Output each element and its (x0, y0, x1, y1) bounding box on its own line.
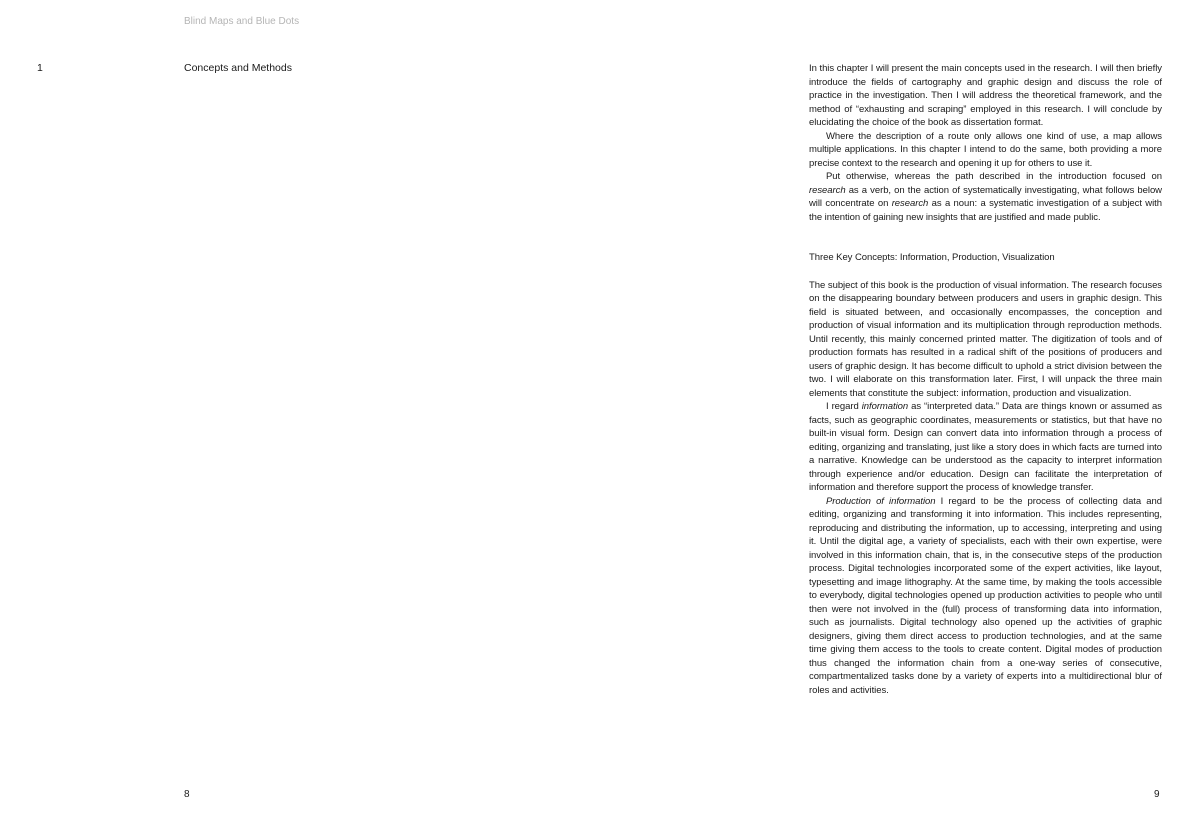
text-run: Put otherwise, whereas the path described in the introduction focused on (826, 171, 1162, 182)
italic-term: research (891, 198, 929, 209)
body-text-column (809, 62, 1162, 697)
text-run: as a verb, on the action of systematically investigating, what follows below will concentrate on (809, 184, 1162, 209)
chapter-title: Concepts and Methods (184, 62, 292, 74)
section-heading: Three Key Concepts: Information, Production, Visualization (809, 252, 1055, 263)
intro-paragraph-3 (809, 170, 1162, 224)
page-number-right: 9 (1154, 789, 1160, 800)
text-run: I regard to be the process of collecting data and editing, organizing and transforming it into information. This includes representing, reproducing and distributing the information, up to accessing, interpreting and using it. Until the digital age, a variety of specialists, each with their own expertise, were involved in this information chain, that is, in the consecutive steps of the production process. Digital technologies incorporated some of the expert activities, like layout, typesetting and image lithography. At the same time, by making the tools accessible to everybody, digital technologies opened up production activities to people who until then were not involved in the (full) process of transforming data into information, such as journalists. Digital technology also opened up the activities of graphic designers, giving them direct access to production technologies, and at the same time giving them access to the tools to create content. Digital modes of production thus changed the information chain from a one-way series of consecutive, compartmentalized tasks done by a variety of experts into a multidirectional blur of roles and activities. (809, 495, 1162, 696)
section-paragraph-2 (809, 400, 1162, 495)
intro-paragraph-2: Where the description of a route only allows one kind of use, a map allows multiple applications. In this chapter I intend to do the same, both providing a more precise context to the research and opening it up for others to use it. (809, 130, 1162, 169)
text-run: I regard (826, 401, 862, 412)
italic-term: information (861, 401, 909, 412)
intro-paragraph-1: In this chapter I will present the main concepts used in the research. I will then briefly introduce the fields of cartography and graphic design and discuss the role of practice in the investigation. Then I will address the theoretical framework, and the method of “exhausting and scraping” employed in this research. I will conclude by elucidating the choice of the book as dissertation format. (809, 63, 1162, 128)
italic-term: Production of information (826, 495, 936, 507)
text-run: as a noun: a systematic investigation of a subject with the intention of gaining new insights that are justified and made public. (809, 198, 1162, 223)
italic-term: research (809, 184, 846, 196)
text-run: as “interpreted data.” Data are things known or assumed as facts, such as geographic coordinates, measurements or statistics, but that have no built-in visual form. Design can convert data into information through a process of editing, organizing and translating, just like a story does in which facts are turned into a narrative. Knowledge can be understood as the capacity to interpret information through experience and/or education. Design can facilitate the interpretation of information and therefore support the process of knowledge transfer. (809, 401, 1162, 493)
section-paragraph-3 (809, 495, 1162, 698)
running-head: Blind Maps and Blue Dots (184, 16, 300, 27)
section-paragraph-1: The subject of this book is the production of visual information. The research focuses on the disappearing boundary between producers and users in graphic design. This field is situated between, and occasionally encompasses, the conception and production of visual information and its multiplication through reproduction methods. Until recently, this mainly concerned printed matter. The digitization of tools and of production formats has resulted in a radical shift of the positions of producers and users of graphic design. It has become difficult to uphold a strict division between the two. I will elaborate on this transformation later. First, I will unpack the three main elements that constitute the subject: information, production and visualization. (809, 279, 1162, 399)
page-number-left: 8 (184, 789, 190, 800)
chapter-number: 1 (37, 62, 43, 74)
